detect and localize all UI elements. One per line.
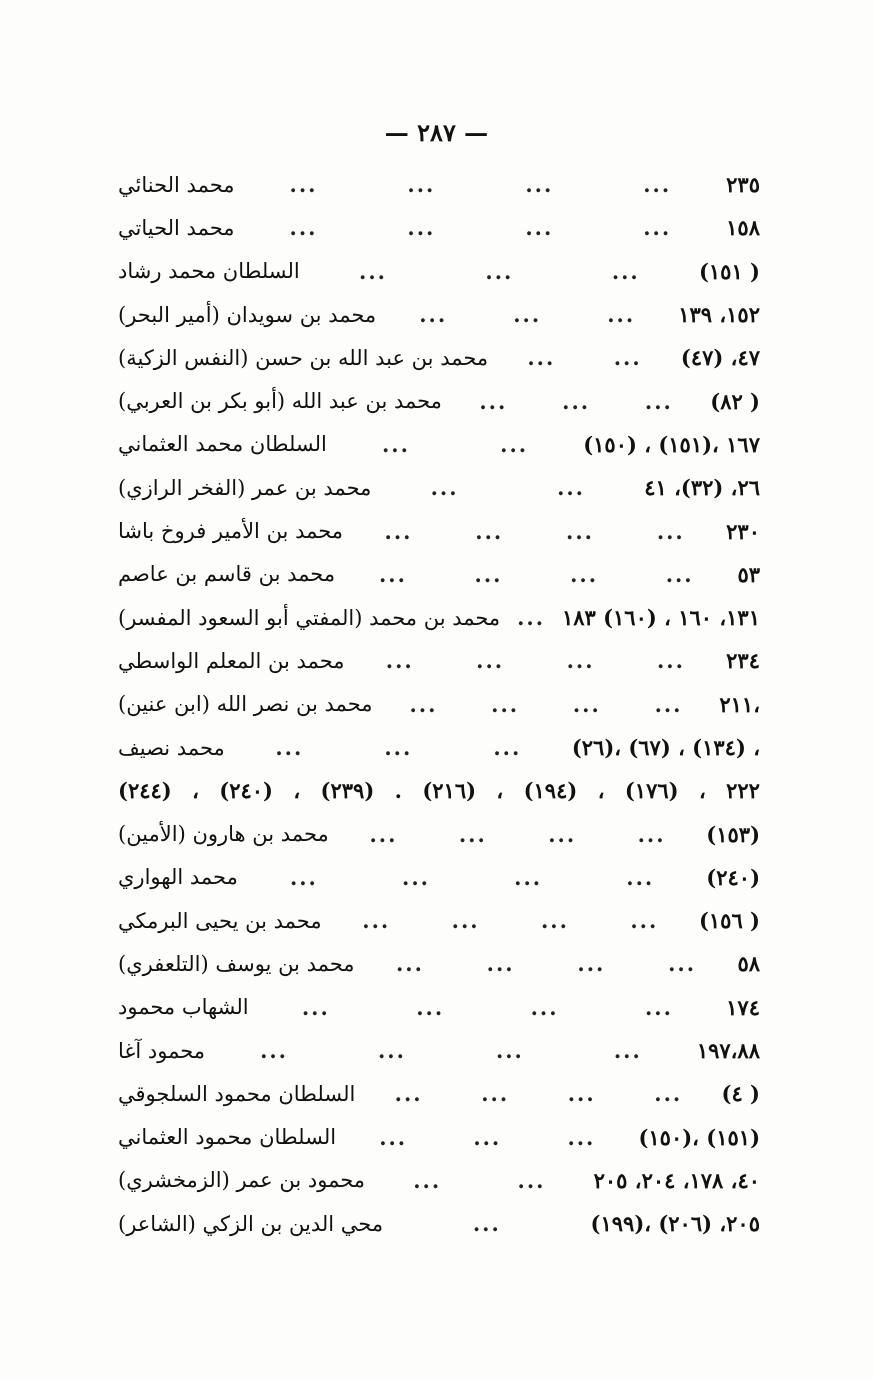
index-row <box>118 639 760 682</box>
leader-dot-group: ... <box>527 345 556 371</box>
entry-name: محمد الهواري <box>118 865 238 890</box>
entry-name: محمد بن عبد الله (أبو بكر بن العربي) <box>118 389 442 414</box>
leader-dots <box>329 822 707 847</box>
leader-dots <box>235 172 727 197</box>
leader-dot-group: ... <box>409 691 438 717</box>
index-row <box>118 683 760 726</box>
leader-dots <box>371 475 644 500</box>
index-row <box>118 942 760 985</box>
leader-dot-group: ... <box>540 908 569 934</box>
leader-dot-group: ... <box>481 1081 510 1107</box>
leader-dots <box>249 995 727 1020</box>
entry-name: محمد بن عبد الله بن حسن (النفس الزكية) <box>118 345 489 370</box>
leader-dot-group: ... <box>402 864 430 890</box>
leader-dot-group: ... <box>416 994 445 1020</box>
leader-dot-group: ... <box>289 215 318 241</box>
leader-dot-group: ... <box>407 172 436 198</box>
entry-name: محمود بن عمر (الزمخشري) <box>118 1168 366 1193</box>
leader-dot-group: ... <box>500 431 529 457</box>
leader-dots <box>335 562 737 587</box>
index-row <box>118 1116 760 1159</box>
page-refs: (٨٢ ) <box>710 388 760 414</box>
entry-name: السلطان محمد رشاد <box>118 259 300 284</box>
leader-dots <box>235 215 727 240</box>
entry-name: محمد بن نصر الله (ابن عنين) <box>118 692 373 717</box>
page-refs: (١٩٩)، ٢٠٥، (٢٠٦) <box>590 1211 760 1237</box>
entry-name: محمد بن المعلم الواسطي <box>118 648 345 673</box>
page-refs: (٤ ) <box>721 1081 760 1107</box>
leader-dot-group: ... <box>567 1124 596 1150</box>
leader-dots <box>488 345 681 370</box>
leader-dot-group: ... <box>485 258 514 284</box>
leader-dots <box>327 432 583 457</box>
leader-dot-group: ... <box>395 951 424 977</box>
leader-dot-group: ... <box>514 864 543 890</box>
index-row-continuation <box>118 769 760 812</box>
index-row <box>118 856 760 899</box>
index-row <box>118 293 760 336</box>
page-refs: ٢٦، (٣٢)، ٤١ <box>644 475 760 501</box>
page-refs: ٥٣ <box>737 561 760 587</box>
leader-dot-group: ... <box>475 518 504 544</box>
leader-dot-group: ... <box>359 258 387 284</box>
index-row <box>118 726 760 769</box>
leader-dots <box>322 908 699 933</box>
index-row <box>118 466 760 509</box>
index-row <box>118 336 760 379</box>
leader-dots <box>343 519 726 544</box>
leader-dot-group: ... <box>567 1081 596 1107</box>
index-row <box>118 899 760 942</box>
leader-dot-group: ... <box>517 1167 546 1193</box>
leader-dot-group: ... <box>611 258 640 284</box>
leader-dot-group: ... <box>407 215 436 241</box>
index-row <box>118 1029 760 1072</box>
page-refs: ١٥٢، ١٣٩ <box>678 302 760 328</box>
entry-name: الشهاب محمود <box>118 995 249 1020</box>
entry-name: السلطان محمد العثماني <box>118 432 327 457</box>
index-row <box>118 423 760 466</box>
page-refs: ٢٣٠ <box>726 518 760 544</box>
leader-dot-group: ... <box>577 951 606 977</box>
entry-name: محمد بن الأمير فروخ باشا <box>118 519 344 544</box>
leader-dot-group: ... <box>530 994 559 1020</box>
leader-dot-group: ... <box>517 605 546 631</box>
leader-dot-group: ... <box>495 1038 524 1064</box>
leader-dot-group: ... <box>566 648 595 674</box>
page-refs: (١٥٦ ) <box>698 908 760 934</box>
leader-dot-group: ... <box>644 388 673 414</box>
leader-dots <box>355 951 738 976</box>
leader-dot-group: ... <box>384 518 413 544</box>
leader-dot-group: ... <box>419 302 448 328</box>
leader-dot-group: ... <box>289 864 318 890</box>
leader-dots <box>345 648 727 673</box>
page-refs: ٤٠، ١٧٨، ٢٠٤، ٢٠٥ <box>593 1167 760 1193</box>
index-list <box>118 163 760 1245</box>
leader-dot-group: ... <box>656 648 685 674</box>
index-row <box>118 509 760 552</box>
page-refs: (١٥١ ) <box>698 258 760 284</box>
leader-dot-group: ... <box>458 821 487 847</box>
index-row <box>118 163 760 206</box>
page-refs: (١٥٠)، (١٥١) <box>638 1124 760 1150</box>
leader-dot-group: ... <box>275 735 304 760</box>
leader-dots <box>376 302 678 327</box>
page-refs: (١٥٠) ، (١٥١)، ١٦٧ <box>583 431 760 457</box>
page-refs: ١٣١، ١٦٠ ، (١٦٠) ١٨٣ <box>561 605 760 631</box>
leader-dot-group: ... <box>476 648 505 674</box>
page-refs: (١٥٣) <box>706 821 760 847</box>
leader-dot-group: ... <box>362 908 391 934</box>
leader-dots <box>205 1038 697 1063</box>
leader-dot-group: ... <box>566 518 594 544</box>
leader-dot-group: ... <box>665 561 694 587</box>
entry-name: محمود آغا <box>118 1038 206 1063</box>
leader-dots <box>300 259 699 284</box>
entry-name: محمد بن عمر (الفخر الرازي) <box>118 475 372 500</box>
leader-dot-group: ... <box>557 475 585 501</box>
index-row <box>118 206 760 249</box>
entry-name: محمد بن هارون (الأمين) <box>118 822 329 847</box>
leader-dot-group: ... <box>430 475 459 501</box>
leader-dot-group: ... <box>570 561 599 587</box>
leader-dot-group: ... <box>656 518 685 544</box>
leader-dot-group: ... <box>472 1211 501 1237</box>
leader-dot-group: ... <box>289 172 318 198</box>
leader-dot-group: ... <box>613 1038 642 1064</box>
leader-dot-group: ... <box>378 1038 406 1064</box>
entry-name: محمد بن قاسم بن عاصم <box>118 562 336 587</box>
page-refs: ١٧٤ <box>726 994 760 1020</box>
entry-name: السلطان محمود السلجوقي <box>118 1081 356 1106</box>
leader-dot-group: ... <box>491 691 520 717</box>
index-row <box>118 596 760 639</box>
leader-dot-group: ... <box>473 1124 502 1150</box>
index-row <box>118 379 760 422</box>
leader-dots <box>373 692 720 717</box>
leader-dot-group: ... <box>607 302 636 328</box>
leader-dots <box>238 865 706 890</box>
leader-dot-group: ... <box>548 821 577 847</box>
index-row <box>118 1159 760 1202</box>
page-refs: ٥٨ <box>737 951 760 977</box>
leader-dot-group: ... <box>654 691 683 717</box>
leader-dot-group: ... <box>525 172 554 198</box>
page-refs: ٢٣٤ <box>726 648 760 674</box>
leader-dot-group: ... <box>369 821 398 847</box>
entry-name: محمد بن يحيى البرمكي <box>118 908 322 933</box>
leader-dot-group: ... <box>668 951 697 977</box>
page-refs: (٢٦)، (٦٧) ، (١٣٤) ، <box>571 735 760 760</box>
entry-name: محي الدين بن الزكي (الشاعر) <box>118 1211 384 1236</box>
leader-dot-group: ... <box>525 215 554 241</box>
leader-dot-group: ... <box>301 994 330 1020</box>
leader-dot-group: ... <box>562 388 591 414</box>
leader-dot-group: ... <box>378 561 407 587</box>
leader-dot-group: ... <box>493 735 522 760</box>
entry-name: محمد الحنائي <box>118 172 235 197</box>
leader-dots <box>336 1125 638 1150</box>
leader-dot-group: ... <box>385 648 414 674</box>
leader-dots <box>225 735 572 760</box>
page-refs: ٢٣٥ <box>726 172 760 198</box>
leader-dot-group: ... <box>486 951 515 977</box>
page-refs: ٢١١، <box>719 691 760 717</box>
entry-name: محمد الحياتي <box>118 215 235 240</box>
leader-dot-group: ... <box>394 1081 423 1107</box>
entry-name: السلطان محمود العثماني <box>118 1125 337 1150</box>
leader-dot-group: ... <box>626 864 655 890</box>
leader-dot-group: ... <box>379 1124 408 1150</box>
leader-dot-group: ... <box>451 908 480 934</box>
index-row <box>118 1202 760 1245</box>
leader-dots <box>365 1168 594 1193</box>
entry-name: محمد بن محمد (المفتي أبو السعود المفسر) <box>118 605 501 630</box>
index-row <box>118 553 760 596</box>
entry-name: محمد نصيف <box>118 735 225 760</box>
page-refs: ٢٢٢ ، (١٧٦) ، (١٩٤) ، (٢١٦) . (٢٣٩) ، (٢٤٠) ، (٢٤٤) <box>118 778 760 804</box>
entry-name: محمد بن يوسف (التلعفري) <box>118 951 355 976</box>
leader-dot-group: ... <box>630 908 659 934</box>
leader-dot-group: ... <box>260 1038 288 1064</box>
leader-dot-group: ... <box>479 388 508 414</box>
page-refs: ٤٧، (٤٧) <box>680 345 760 371</box>
leader-dot-group: ... <box>382 431 410 457</box>
page-number: — ٢٨٧ — <box>384 118 489 147</box>
page-refs: ١٩٧،٨٨ <box>696 1038 760 1064</box>
page-refs: ١٥٨ <box>726 215 760 241</box>
leader-dot-group: ... <box>645 994 673 1020</box>
page-refs: (٢٤٠) <box>706 864 760 890</box>
index-row <box>118 250 760 293</box>
leader-dot-group: ... <box>513 302 542 328</box>
leader-dots <box>500 605 562 630</box>
leader-dot-group: ... <box>643 172 672 198</box>
leader-dots <box>355 1081 721 1106</box>
entry-name: محمد بن سويدان (أمير البحر) <box>118 302 377 327</box>
leader-dot-group: ... <box>654 1081 683 1107</box>
index-row <box>118 1072 760 1115</box>
leader-dot-group: ... <box>613 345 642 371</box>
leader-dots <box>383 1211 590 1236</box>
index-row <box>118 812 760 855</box>
leader-dot-group: ... <box>572 691 601 717</box>
index-row <box>118 986 760 1029</box>
leader-dot-group: ... <box>413 1167 442 1193</box>
leader-dot-group: ... <box>637 821 666 847</box>
leader-dot-group: ... <box>643 215 672 241</box>
leader-dot-group: ... <box>384 735 413 760</box>
leader-dot-group: ... <box>474 561 503 587</box>
leader-dots <box>442 389 710 414</box>
